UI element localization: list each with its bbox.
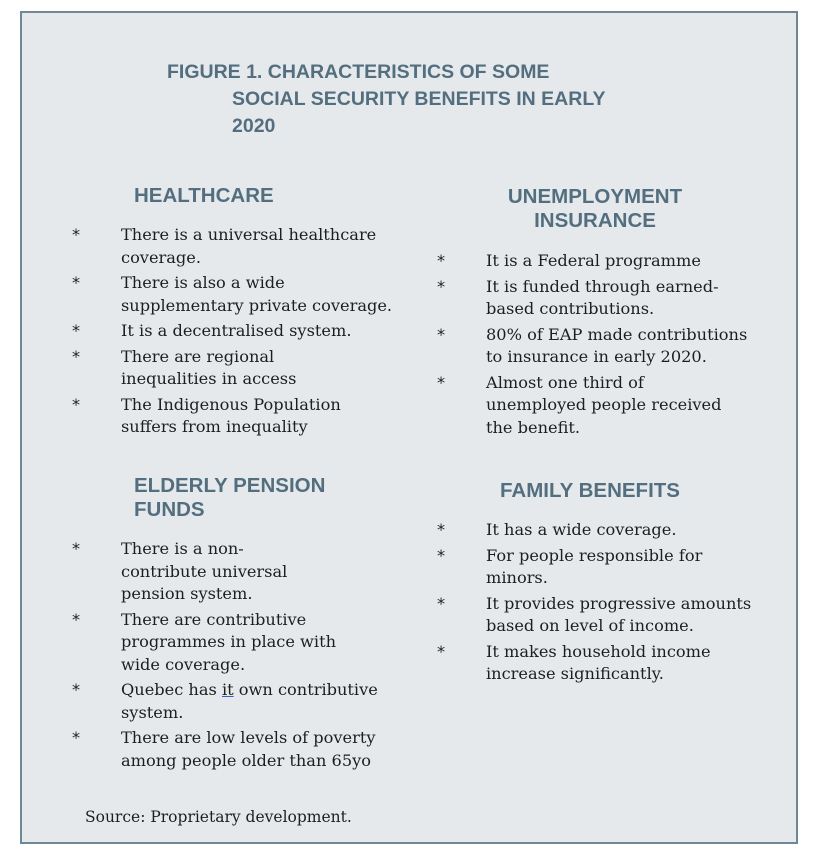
list-item (72, 346, 412, 391)
list-item-line: It is funded through earned- (486, 276, 719, 296)
list-item-line: based contributions. (486, 299, 655, 318)
list-item-line: wide coverage. (121, 654, 246, 674)
list-item (72, 609, 412, 677)
list-item (72, 224, 412, 269)
list-item-line: It has a wide coverage. (486, 520, 677, 539)
healthcare-heading: HEALTHCARE (134, 184, 274, 207)
list-item-line: among people older than 65yo (121, 750, 372, 770)
bullet-asterisk: * (72, 346, 81, 366)
family-benefits-heading: FAMILY BENEFITS (500, 479, 680, 502)
bullet-asterisk: * (437, 520, 446, 539)
list-item (437, 641, 777, 686)
unemployment-heading-line-2: INSURANCE (534, 209, 656, 232)
list-item (437, 593, 777, 638)
elderly-heading-line-2: FUNDS (134, 498, 205, 521)
list-item-line: contribute universal (121, 561, 288, 581)
figure-title-line-3: 2020 (232, 115, 276, 137)
list-item-line: It provides progressive amounts (486, 593, 752, 613)
list-item-line: programmes in place with (121, 632, 337, 651)
bullet-asterisk: * (437, 641, 446, 661)
figure-title-line-1: FIGURE 1. CHARACTERISTICS OF SOME (167, 61, 550, 83)
list-item-line: There is also a wide (121, 273, 285, 292)
list-item-line: pension system. (121, 584, 253, 603)
list-item (437, 372, 777, 440)
bullet-asterisk: * (437, 324, 446, 344)
elderly-pension-list (72, 538, 412, 775)
list-item (72, 272, 412, 317)
list-item-line: the benefit. (486, 417, 581, 437)
bullet-asterisk: * (72, 394, 81, 414)
family-benefits-list (437, 519, 777, 689)
healthcare-list (72, 224, 412, 442)
unemployment-list (437, 250, 777, 442)
list-item (72, 394, 412, 439)
elderly-heading-line-1: ELDERLY PENSION (134, 474, 326, 497)
list-item (437, 545, 777, 590)
source-note: Source: Proprietary development. (85, 808, 352, 826)
list-item (437, 324, 777, 369)
list-item-line: inequalities in access (121, 369, 297, 388)
list-item-line: unemployed people received (486, 395, 722, 414)
list-item-line: For people responsible for (486, 545, 703, 565)
list-item (72, 320, 412, 343)
list-item-line: coverage. (121, 247, 202, 267)
list-item-line: Quebec has it own contributive (121, 680, 378, 699)
bullet-asterisk: * (437, 372, 446, 392)
list-item (437, 250, 777, 273)
bullet-asterisk: * (437, 593, 446, 613)
list-item-line: based on level of income. (486, 616, 694, 635)
list-item-line: There are low levels of poverty (121, 728, 376, 747)
figure-title-line-2: SOCIAL SECURITY BENEFITS IN EARLY (232, 88, 606, 110)
bullet-asterisk: * (437, 276, 446, 296)
bullet-asterisk: * (72, 728, 81, 747)
list-item-line: The Indigenous Population (121, 394, 341, 414)
bullet-asterisk: * (72, 609, 81, 629)
list-item-line: There are contributive (121, 609, 307, 629)
bullet-asterisk: * (72, 321, 81, 340)
list-item-line: Almost one third of (486, 372, 644, 392)
list-item-line: supplementary private coverage. (121, 295, 393, 315)
bullet-asterisk: * (437, 545, 446, 565)
list-item (72, 679, 412, 724)
list-item-line: There are regional (121, 346, 275, 366)
list-item-line: There is a non- (121, 539, 244, 558)
list-item-line: It is a decentralised system. (121, 321, 352, 340)
list-item (72, 727, 412, 772)
list-item (72, 538, 412, 606)
bullet-asterisk: * (437, 251, 446, 270)
unemployment-heading (490, 185, 700, 233)
list-item (437, 276, 777, 321)
bullet-asterisk: * (72, 680, 81, 699)
bullet-asterisk: * (72, 273, 81, 292)
list-item-line: It is a Federal programme (486, 251, 701, 270)
list-item-line: to insurance in early 2020. (486, 347, 707, 366)
list-item-line: suffers from inequality (121, 417, 308, 436)
list-item-line: minors. (486, 568, 548, 587)
bullet-asterisk: * (72, 539, 81, 558)
list-item-line: increase significantly. (486, 664, 664, 683)
elderly-pension-heading (134, 474, 325, 522)
list-item-line: It makes household income (486, 641, 711, 661)
unemployment-heading-line-1: UNEMPLOYMENT (507, 185, 683, 208)
list-item-line: There is a universal healthcare (121, 225, 377, 244)
list-item-line: system. (121, 702, 184, 722)
list-item-line: 80% of EAP made contributions (486, 324, 748, 344)
list-item (437, 519, 777, 542)
bullet-asterisk: * (72, 225, 81, 244)
